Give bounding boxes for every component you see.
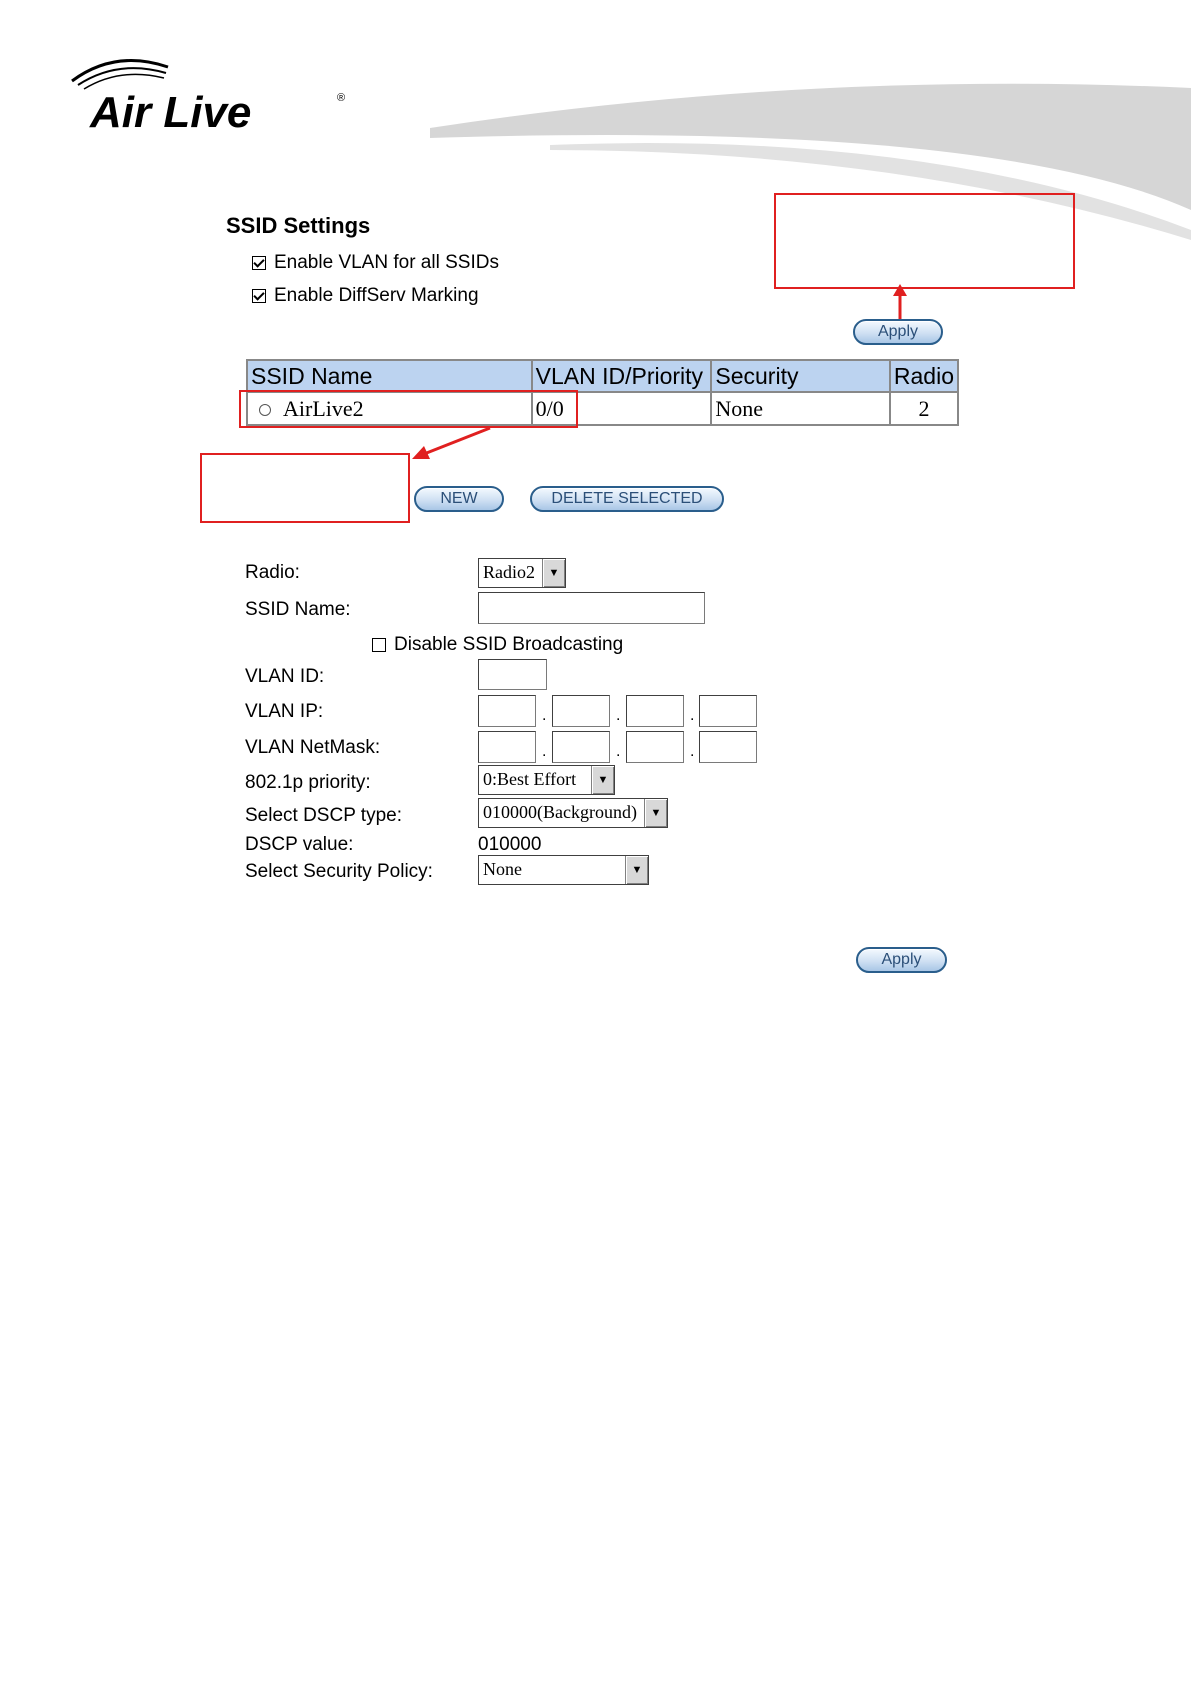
- vlan-ip-octet-2[interactable]: [552, 695, 610, 727]
- enable-diffserv-label: Enable DiffServ Marking: [274, 285, 479, 306]
- page-title: SSID Settings: [226, 213, 371, 238]
- annotation-row-highlight: [239, 390, 578, 428]
- chevron-down-icon[interactable]: ▼: [542, 559, 565, 587]
- chevron-down-icon[interactable]: ▼: [591, 766, 614, 794]
- priority-label: 802.1p priority:: [245, 772, 371, 793]
- annotation-arrow-up-icon: [890, 284, 910, 324]
- enable-diffserv-checkbox[interactable]: [252, 289, 266, 303]
- delete-selected-button[interactable]: DELETE SELECTED: [530, 486, 724, 512]
- security-policy-select-value: None: [483, 859, 522, 879]
- security-policy-select[interactable]: [478, 855, 649, 885]
- vlan-netmask-octet-4[interactable]: [699, 731, 757, 763]
- header-ssid-name: SSID Name: [247, 360, 532, 392]
- enable-vlan-checkbox[interactable]: [252, 256, 266, 270]
- priority-select[interactable]: [478, 765, 615, 795]
- annotation-box-left: [200, 453, 410, 523]
- ssid-name-label: SSID Name:: [245, 599, 351, 620]
- enable-vlan-row: [252, 252, 499, 274]
- ip-separator: .: [542, 707, 547, 724]
- chevron-down-icon[interactable]: ▼: [644, 799, 667, 827]
- ip-separator: .: [616, 743, 621, 760]
- vlan-netmask-octet-3[interactable]: [626, 731, 684, 763]
- priority-select-value: 0:Best Effort: [483, 769, 577, 789]
- disable-broadcast-checkbox[interactable]: [372, 638, 386, 652]
- radio-label: Radio:: [245, 562, 300, 583]
- apply-top-button[interactable]: Apply: [853, 319, 943, 345]
- dscp-type-select[interactable]: [478, 798, 668, 828]
- ip-separator: .: [690, 743, 695, 760]
- dscp-value-text: 010000: [478, 834, 542, 855]
- ip-separator: .: [690, 707, 695, 724]
- enable-diffserv-row: [252, 285, 479, 307]
- ssid-name-input[interactable]: [478, 592, 705, 624]
- vlan-netmask-octet-1[interactable]: [478, 731, 536, 763]
- header-security: Security: [711, 360, 890, 392]
- dscp-type-label: Select DSCP type:: [245, 805, 403, 826]
- ip-separator: .: [616, 707, 621, 724]
- radio-select-value: Radio2: [483, 562, 535, 582]
- table-header-row: [247, 360, 958, 392]
- dscp-type-select-value: 010000(Background): [483, 802, 637, 822]
- vlan-netmask-octet-2[interactable]: [552, 731, 610, 763]
- apply-bottom-button[interactable]: Apply: [856, 947, 947, 973]
- annotation-arrow-down-left-icon: [412, 426, 492, 462]
- chevron-down-icon[interactable]: ▼: [625, 856, 648, 884]
- ip-separator: .: [542, 743, 547, 760]
- dscp-value-label: DSCP value:: [245, 834, 354, 855]
- brand-logo: Air Live: [90, 88, 252, 137]
- header-radio: Radio: [890, 360, 958, 392]
- new-button[interactable]: NEW: [414, 486, 504, 512]
- brand-registered-mark: ®: [337, 92, 346, 104]
- vlan-ip-octet-4[interactable]: [699, 695, 757, 727]
- disable-broadcast-row: [372, 634, 623, 656]
- cell-vlan-priority: 0/0: [532, 392, 712, 425]
- vlan-id-input[interactable]: [478, 659, 547, 690]
- radio-select[interactable]: [478, 558, 566, 588]
- disable-broadcast-label: Disable SSID Broadcasting: [394, 634, 624, 655]
- annotation-box-top-right: [774, 193, 1075, 289]
- vlan-netmask-label: VLAN NetMask:: [245, 737, 381, 758]
- enable-vlan-label: Enable VLAN for all SSIDs: [274, 252, 499, 273]
- vlan-id-label: VLAN ID:: [245, 666, 325, 687]
- header-vlan-priority: VLAN ID/Priority: [532, 360, 712, 392]
- ssid-name-text: AirLive2: [283, 395, 364, 421]
- vlan-ip-octet-3[interactable]: [626, 695, 684, 727]
- cell-radio: 2: [890, 392, 958, 425]
- vlan-ip-label: VLAN IP:: [245, 701, 324, 722]
- security-policy-label: Select Security Policy:: [245, 861, 433, 882]
- cell-security: None: [711, 392, 890, 425]
- vlan-ip-octet-1[interactable]: [478, 695, 536, 727]
